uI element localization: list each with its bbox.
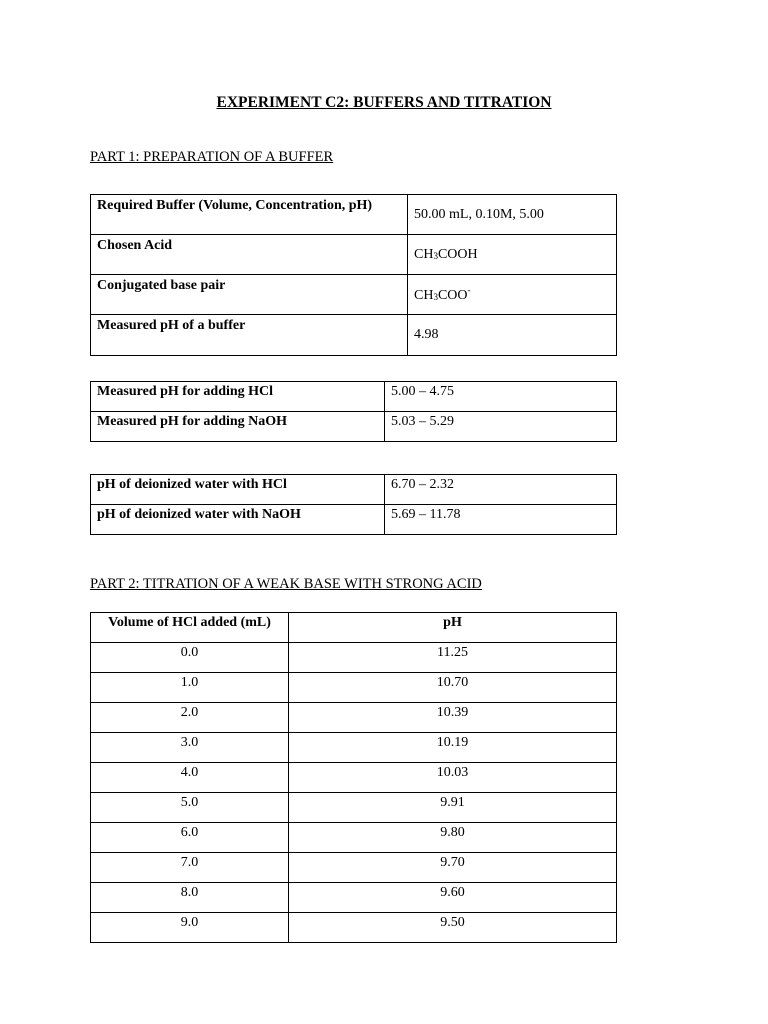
table-row — [91, 883, 617, 913]
addition-table — [90, 381, 617, 442]
volume-cell: 1.0 — [91, 673, 289, 703]
column-header-volume: Volume of HCl added (mL) — [91, 613, 289, 643]
water-hcl-label: pH of deionized water with HCl — [91, 475, 385, 505]
chosen-acid-value: $CH_3COOH$ — [408, 235, 617, 275]
volume-cell: 9.0 — [91, 913, 289, 943]
table-header-row — [91, 613, 617, 643]
table-row — [91, 703, 617, 733]
measured-ph-value: 4.98 — [408, 315, 617, 356]
volume-cell: 6.0 — [91, 823, 289, 853]
table-row — [91, 195, 617, 235]
add-naoh-value: 5.03 – 5.29 — [385, 412, 617, 442]
add-hcl-label: Measured pH for adding HCl — [91, 382, 385, 412]
deionized-water-table — [90, 474, 617, 535]
conjugate-base-label: Conjugated base pair — [91, 275, 408, 315]
ph-cell: 9.80 — [289, 823, 617, 853]
table-row — [91, 382, 617, 412]
table-row — [91, 673, 617, 703]
table-row — [91, 823, 617, 853]
volume-cell: 5.0 — [91, 793, 289, 823]
water-naoh-label: pH of deionized water with NaOH — [91, 505, 385, 535]
required-buffer-value: 50.00 mL, 0.10M, 5.00 — [408, 195, 617, 235]
ph-cell: 9.60 — [289, 883, 617, 913]
titration-table — [90, 612, 617, 943]
volume-cell: 3.0 — [91, 733, 289, 763]
table-row — [91, 475, 617, 505]
water-hcl-value: 6.70 – 2.32 — [385, 475, 617, 505]
water-naoh-value: 5.69 – 11.78 — [385, 505, 617, 535]
table-row — [91, 235, 617, 275]
ph-cell: 10.39 — [289, 703, 617, 733]
table-row — [91, 643, 617, 673]
add-hcl-value: 5.00 – 4.75 — [385, 382, 617, 412]
table-row — [91, 412, 617, 442]
ph-cell: 11.25 — [289, 643, 617, 673]
table-row — [91, 793, 617, 823]
volume-cell: 2.0 — [91, 703, 289, 733]
column-header-ph: pH — [289, 613, 617, 643]
table-row — [91, 315, 617, 356]
volume-cell: 4.0 — [91, 763, 289, 793]
table-row — [91, 913, 617, 943]
table-row — [91, 733, 617, 763]
volume-cell: 8.0 — [91, 883, 289, 913]
volume-cell: 7.0 — [91, 853, 289, 883]
ph-cell: 10.19 — [289, 733, 617, 763]
ph-cell: 9.91 — [289, 793, 617, 823]
page-title: EXPERIMENT C2: BUFFERS AND TITRATION — [216, 94, 552, 111]
chosen-acid-label: Chosen Acid — [91, 235, 408, 275]
volume-cell: 0.0 — [91, 643, 289, 673]
add-naoh-label: Measured pH for adding NaOH — [91, 412, 385, 442]
ph-cell: 9.70 — [289, 853, 617, 883]
ph-cell: 10.03 — [289, 763, 617, 793]
table-row — [91, 505, 617, 535]
table-row — [91, 763, 617, 793]
conjugate-base-value: $CH_3COO^-$ — [408, 275, 617, 315]
table-row — [91, 853, 617, 883]
required-buffer-label: Required Buffer (Volume, Concentration, pH) — [91, 195, 408, 235]
ph-cell: 10.70 — [289, 673, 617, 703]
part1-heading: PART 1: PREPARATION OF A BUFFER — [90, 149, 334, 165]
measured-ph-label: Measured pH of a buffer — [91, 315, 408, 356]
buffer-table — [90, 194, 617, 356]
ph-cell: 9.50 — [289, 913, 617, 943]
table-row — [91, 275, 617, 315]
part2-heading: PART 2: TITRATION OF A WEAK BASE WITH STRONG ACID — [90, 576, 482, 592]
